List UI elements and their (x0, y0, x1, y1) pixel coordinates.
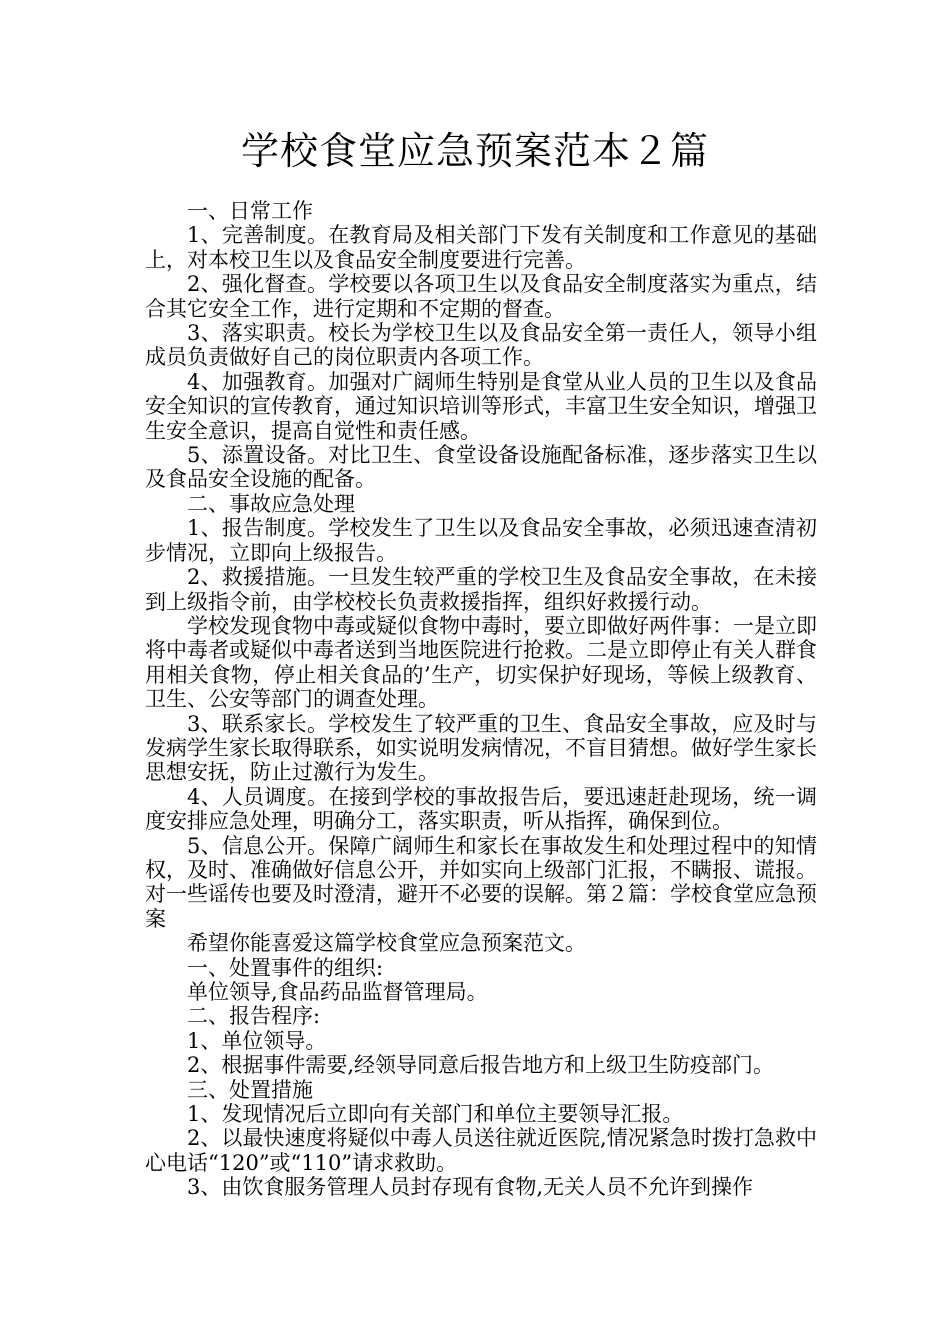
paragraph: 希望你能喜爱这篇学校食堂应急预案范文。 (187, 931, 586, 956)
paragraph: 3、由饮食服务管理人员封存现有食物,无关人员不允许到操作 (187, 1175, 754, 1200)
paragraph: 二、报告程序: (187, 1004, 321, 1029)
paragraph: 单位领导,食品药品监督管理局。 (187, 980, 488, 1004)
paragraph: 二、事故应急处理 (187, 491, 355, 516)
paragraph: 5、信息公开。保障广阔师生和家长在事故发生和处理过程中的知情权，及时、准确做好信息公开，并如实向上级部门汇报，不瞒报、谎报。对一些谣传也要及时澄清，避开不必要的误解。第２篇：学校食堂应急预案 (145, 833, 817, 931)
paragraph: 3、联系家长。学校发生了较严重的卫生、食品安全事故，应及时与发病学生家长取得联系，如实说明发病情况，不盲目猜想。做好学生家长思想安抚，防止过激行为发生。 (145, 711, 817, 785)
paragraph: 1、单位领导。 (187, 1028, 327, 1053)
document-title: 学校食堂应急预案范本２篇 (240, 129, 709, 173)
paragraph: 一、日常工作 (187, 199, 313, 223)
paragraph: 2、根据事件需要,经领导同意后报告地方和上级卫生防疫部门。 (187, 1053, 775, 1078)
paragraph: 1、报告制度。学校发生了卫生以及食品安全事故，必须迅速查清初步情况，立即向上级报告。 (145, 516, 817, 565)
paragraph: 5、添置设备。对比卫生、食堂设备设施配备标准，逐步落实卫生以及食品安全设施的配备。 (145, 443, 817, 492)
paragraph: 2、救援措施。一旦发生较严重的学校卫生及食品安全事故，在未接到上级指令前，由学校校长负责救援指挥，组织好救援行动。 (145, 565, 817, 614)
paragraph: 1、完善制度。在教育局及相关部门下发有关制度和工作意见的基础上，对本校卫生以及食品安全制度要进行完善。 (145, 223, 817, 272)
paragraph: 三、处置措施 (187, 1077, 313, 1102)
paragraph: 3、落实职责。校长为学校卫生以及食品安全第一责任人，领导小组成员负责做好自己的岗位职责内各项工作。 (145, 321, 817, 370)
paragraph: 学校发现食物中毒或疑似食物中毒时，要立即做好两件事：一是立即将中毒者或疑似中毒者送到当地医院进行抢救。二是立即停止有关人群食用相关食物，停止相关食品的’生产，切实保护好现场，等候上级教育、卫生、公安等部门的调查处理。 (145, 613, 817, 712)
paragraph: 4、加强教育。加强对广阔师生特别是食堂从业人员的卫生以及食品安全知识的宣传教育，通过知识培训等形式，丰富卫生安全知识，增强卫生安全意识，提高自觉性和责任感。 (145, 369, 817, 443)
paragraph: 一、处置事件的组织: (187, 955, 384, 980)
paragraph: 2、以最快速度将疑似中毒人员送往就近医院,情况紧急时拨打急救中心电话“120”或“110”请求救助。 (145, 1126, 817, 1175)
paragraph: 4、人员调度。在接到学校的事故报告后，要迅速赶赴现场，统一调度安排应急处理，明确分工，落实职责，听从指挥，确保到位。 (145, 784, 817, 834)
document-body (145, 199, 817, 1200)
paragraph: 1、发现情况后立即向有关部门和单位主要领导汇报。 (187, 1102, 684, 1127)
paragraph: 2、强化督查。学校要以各项卫生以及食品安全制度落实为重点，结合其它安全工作，进行定期和不定期的督查。 (145, 272, 817, 321)
